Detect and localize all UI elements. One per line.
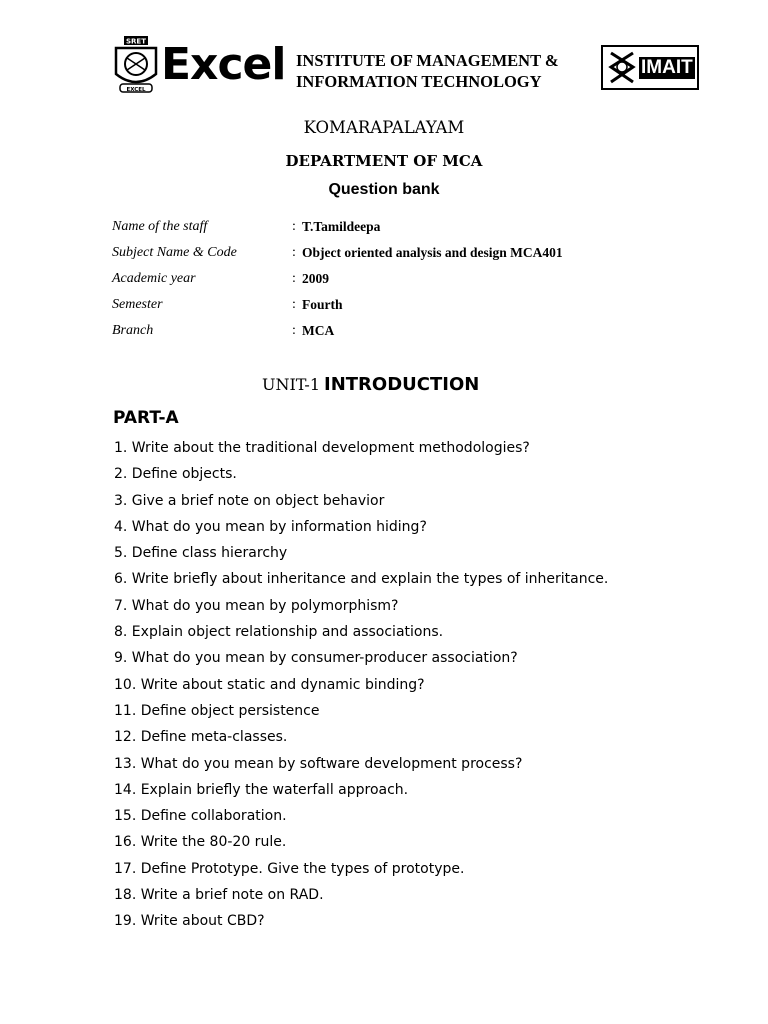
institute-name (296, 50, 559, 92)
info-label: Academic year (112, 271, 196, 286)
info-value: Fourth (302, 297, 343, 312)
college-seal-logo (112, 36, 160, 94)
unit-number: UNIT-1 (262, 375, 320, 394)
info-value: T.Tamildeepa (302, 219, 381, 234)
info-label: Name of the staff (112, 219, 208, 234)
info-label: Branch (112, 323, 154, 338)
question-item: 12. Define meta-classes. (114, 729, 288, 746)
question-item: 5. Define class hierarchy (114, 545, 288, 562)
info-label: Subject Name & Code (112, 245, 237, 260)
institute-name-line2: INFORMATION TECHNOLOGY (296, 72, 542, 91)
info-label: Semester (112, 297, 163, 312)
imait-logo (601, 45, 699, 90)
question-item: 14. Explain briefly the waterfall approach. (114, 781, 409, 798)
document-type-heading: Question bank (328, 181, 440, 198)
question-item: 8. Explain object relationship and associations. (114, 624, 444, 641)
document-page: SRET EXCEL Excel INSTITUTE OF MANAGEMENT & INFORMATION TECHNOLOGY IMAIT KOMARAPALAYAM DEPARTMENT OF MCA Question bank Name of the staff : T.Tamildeepa Subject Name & Code : Object oriented analysis and design MCA401 Academic year : 2009 Semester : Fourth Branch : MCA UNIT-1 INTRODUCTION PART-A 1. Write about the traditional development methodologies? 2. Define objects. 3. Give a brief note on object behavior 4. What do you mean by information hiding? 5. Define class hierarchy 6. Write briefly about inheritance and explain the types of inheritance. 7. What do you mean by polymorphism? 8. Explain object relationship and associations. 9. What do you mean by consumer-producer association? 10. Write about static and dynamic binding? 11. Define object persistence 12. Define meta-classes. 13. What do you mean by software development process? 14. Explain briefly the waterfall approach. 15. Define collaboration. 16. Write the 80-20 rule. 17. Define Prototype. Give the types of prototype. 18. Write a brief note on RAD. 19. Write about CBD? (0, 0, 768, 1024)
info-value: Object oriented analysis and design MCA401 (302, 245, 563, 260)
question-item: 1. Write about the traditional development methodologies? (114, 440, 530, 456)
info-value: 2009 (302, 271, 329, 286)
question-item: 15. Define collaboration. (114, 808, 287, 825)
question-list (114, 438, 608, 938)
question-item: 13. What do you mean by software development process? (114, 755, 523, 772)
part-heading: PART-A (113, 408, 179, 428)
question-item: 19. Write about CBD? (114, 913, 265, 930)
department-heading: DEPARTMENT OF MCA (285, 152, 483, 170)
question-item: 18. Write a brief note on RAD. (114, 887, 324, 904)
question-item: 2. Define objects. (114, 466, 237, 483)
question-item: 10. Write about static and dynamic binding? (114, 676, 425, 693)
question-item: 11. Define object persistence (114, 702, 320, 719)
question-item: 17. Define Prototype. Give the types of prototype. (114, 860, 465, 877)
question-item: 3. Give a brief note on object behavior (114, 492, 385, 509)
question-item: 6. Write briefly about inheritance and explain the types of inheritance. (114, 571, 609, 588)
question-item: 16. Write the 80-20 rule. (114, 834, 287, 851)
question-item: 9. What do you mean by consumer-producer association? (114, 650, 518, 667)
institute-name-line1: INSTITUTE OF MANAGEMENT & (296, 51, 559, 70)
question-item: 7. What do you mean by polymorphism? (114, 597, 399, 614)
info-value: MCA (302, 323, 335, 338)
excel-logo: Excel (161, 39, 286, 90)
unit-title: INTRODUCTION (324, 374, 480, 395)
question-item: 4. What do you mean by information hiding? (114, 518, 427, 535)
city-heading: KOMARAPALAYAM (303, 118, 465, 137)
svg-text:SRET: SRET (126, 37, 146, 46)
imait-logo-text: IMAIT (641, 57, 693, 78)
svg-text:EXCEL: EXCEL (126, 87, 146, 93)
unit-heading (262, 374, 479, 395)
